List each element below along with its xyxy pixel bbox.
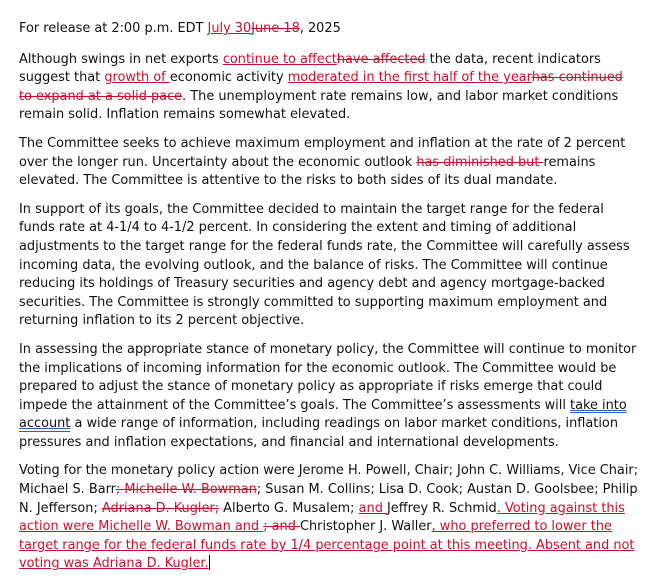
text-run: Christopher J. Waller	[299, 519, 432, 535]
insertion: moderated in the first half of the year	[287, 70, 532, 86]
release-line	[19, 20, 639, 39]
insertion: , who preferred to lower the target range for the federal funds rate by 1/4 percentage point at this meeting. Absent and not voting was Adriana D. Kugler.	[19, 519, 635, 572]
paragraph-committee-goals	[19, 135, 639, 191]
deletion: has continued to expand at a solid pace	[19, 70, 623, 104]
release-year: , 2025	[299, 21, 341, 36]
paragraph-monetary-policy-stance	[19, 341, 639, 453]
text-run: The Committee seeks to achieve maximum employment and inflation at the rate of 2 percent over the longer run. Uncertainty about the economic outlook	[19, 135, 626, 170]
deleted-release-date: June 18	[251, 21, 300, 36]
insertion: and	[358, 500, 387, 516]
deletion: ; and	[263, 519, 300, 535]
text-run: Voting for the monetary policy action were Jerome H. Powell, Chair; John C. Williams, Vice Chair; Michael S. Barr	[19, 463, 639, 498]
text-run: a wide range of information, including readings on labor market conditions, inflation pressures and inflation expectations, and financial and international developments.	[19, 416, 618, 450]
insertion: growth of	[104, 70, 170, 86]
insertion: continue to affect	[222, 51, 337, 67]
text-run: Although swings in net exports	[19, 51, 223, 67]
grammar-flagged-phrase[interactable]: take into account	[19, 397, 627, 432]
text-run: economic activity	[169, 70, 288, 86]
text-run: Alberto G. Musalem;	[219, 500, 359, 516]
text-run: the data, recent indicators suggest that	[19, 51, 601, 86]
text-cursor	[209, 555, 210, 570]
inserted-release-date: July 30	[207, 21, 252, 36]
paragraph-voting	[19, 462, 639, 574]
document-body	[19, 20, 639, 584]
deletion: have affected	[336, 51, 426, 67]
text-run: ; Susan M. Collins; Lisa D. Cook; Austan D. Goolsbee; Philip N. Jefferson;	[19, 482, 638, 516]
deletion: has diminished but	[416, 154, 544, 170]
paragraph-target-range: In support of its goals, the Committee decided to maintain the target range for the federal funds rate at 4-1/4 to 4-1/2 percent. In considering the extent and timing of additional adjustments to the target range for the federal funds rate, the Committee will carefully assess incoming data, the evolving outlook, and the balance of risks. The Committee will continue reducing its holdings of Treasury securities and agency debt and agency mortgage-backed securities. The Committee is strongly committed to supporting maximum employment and returning inflation to its 2 percent objective.	[19, 201, 630, 329]
insertion: . Voting against this action were Michelle W. Bowman and	[19, 500, 625, 535]
text-run: Jeffrey R. Schmid	[387, 500, 497, 516]
text-run: . The unemployment rate remains low, and labor market conditions remain solid. Inflation remains somewhat elevated.	[19, 88, 619, 123]
deletion: Adriana D. Kugler;	[101, 500, 220, 516]
deletion: ; Michelle W. Bowman	[115, 482, 257, 498]
paragraph-economic-activity	[19, 51, 639, 125]
text-run: In assessing the appropriate stance of monetary policy, the Committee will continue to monitor the implications of incoming information for the economic outlook. The Committee would be prepared to adjust the stance of monetary policy as appropriate if risks emerge that could impede the attainment of the Committee’s goals. The Committee’s assessments will	[19, 341, 637, 413]
text-run: remains elevated. The Committee is attentive to the risks to both sides of its dual mandate.	[19, 154, 596, 189]
release-prefix: For release at 2:00 p.m. EDT	[19, 21, 208, 36]
